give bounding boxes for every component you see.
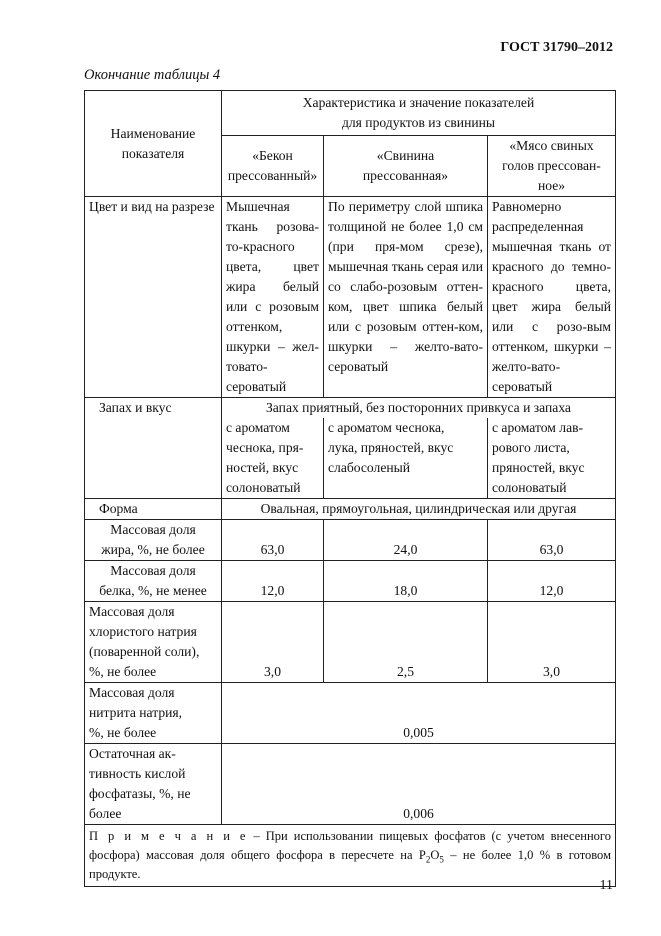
note-subscript-2: 5	[439, 854, 444, 865]
cell-color-head-meat: Равномерно распределенная мышечная ткань от красного до темно-красного цвета, цвет жира белый или с розо-вым оттенком, шкурки – желто-вато-сероватый	[488, 197, 616, 398]
table-row	[85, 398, 616, 419]
indicators-table	[84, 90, 616, 887]
note-row	[85, 825, 616, 887]
cell-phosphatase: 0,006	[222, 744, 616, 825]
cell-smell-pork: с ароматом чеснока, лука, пряностей, вкус слабосоленый	[324, 418, 488, 499]
table-header-row	[85, 91, 616, 136]
cell-shape: Овальная, прямоугольная, цилиндрическая или другая	[222, 499, 616, 520]
row-label-protein: Массовая доля белка, %, не менее	[85, 561, 222, 602]
standard-number: ГОСТ 31790–2012	[500, 40, 613, 55]
cell-color-pork: По периметру слой шпика толщиной не более 1,0 см (при пря-мом срезе), мышечная ткань серая или со слабо-розовым оттен-ком, цвет шпика белый или с розовым оттен-ком, шкурки – желто-вато-сероватый	[324, 197, 488, 398]
cell-salt-head-meat: 3,0	[488, 602, 616, 683]
table-row	[85, 520, 616, 561]
column-header-indicator: Наименование показателя	[85, 91, 222, 197]
cell-smell-bacon: с ароматом чеснока, пря- ностей, вкус солоноватый	[222, 418, 324, 499]
cell-protein-bacon: 12,0	[222, 561, 324, 602]
table-caption: Окончание таблицы 4	[84, 67, 221, 83]
page-number: 11	[599, 878, 613, 893]
cell-fat-head-meat: 63,0	[488, 520, 616, 561]
row-label-color: Цвет и вид на разрезе	[85, 197, 222, 398]
column-header-bacon: «Бекон прессованный»	[222, 136, 324, 197]
cell-smell-head-meat: с ароматом лав- рового листа, пряностей, вкус солоноватый	[488, 418, 616, 499]
table-row	[85, 499, 616, 520]
table-row	[85, 744, 616, 825]
cell-smell-common: Запах приятный, без посторонних привкуса и запаха	[222, 398, 616, 419]
cell-protein-head-meat: 12,0	[488, 561, 616, 602]
row-label-smell: Запах и вкус	[85, 398, 222, 499]
column-header-head-meat: «Мясо свиных голов прессован- ное»	[488, 136, 616, 197]
cell-nitrite: 0,005	[222, 683, 616, 744]
table-row	[85, 602, 616, 683]
table-note	[85, 825, 616, 887]
cell-color-bacon: Мышечная ткань розова-то-красного цвета, цвет жира белый или с розовым оттенком, шкурки – жел-товато-сероватый	[222, 197, 324, 398]
note-subscript-1: 2	[425, 854, 431, 865]
row-label-fat: Массовая доля жира, %, не более	[85, 520, 222, 561]
note-prefix: П р и м е ч а н и е	[89, 829, 248, 843]
cell-salt-pork: 2,5	[324, 602, 488, 683]
table-row	[85, 197, 616, 398]
note-oxygen: O	[430, 848, 440, 862]
note-text-start: – При использовании пищевых фосфатов (с учетом внесенного фосфора) массовая доля общего фосфора в пересчете на P	[89, 829, 611, 862]
cell-salt-bacon: 3,0	[222, 602, 324, 683]
cell-protein-pork: 18,0	[324, 561, 488, 602]
row-label-nitrite: Массовая доля нитрита натрия, %, не более	[85, 683, 222, 744]
row-label-shape: Форма	[85, 499, 222, 520]
row-label-salt: Массовая доля хлористого натрия (поваренной соли), %, не более	[85, 602, 222, 683]
column-header-pork: «Свинина прессованная»	[324, 136, 488, 197]
row-label-phosphatase: Остаточная ак- тивность кислой фосфатазы, %, не более	[85, 744, 222, 825]
table-row	[85, 683, 616, 744]
table-row	[85, 561, 616, 602]
column-group-header: Характеристика и значение показателей для продуктов из свинины	[222, 91, 616, 136]
note-text-end: – не более 1,0 % в готовом продукте.	[89, 848, 611, 881]
cell-fat-pork: 24,0	[324, 520, 488, 561]
cell-fat-bacon: 63,0	[222, 520, 324, 561]
